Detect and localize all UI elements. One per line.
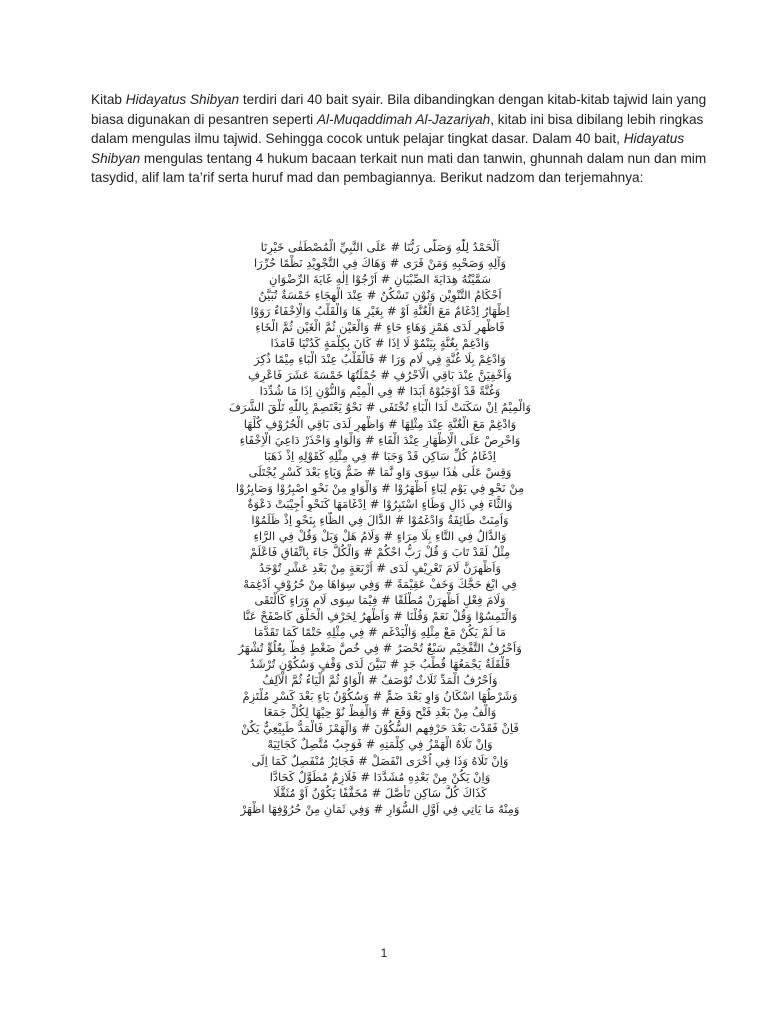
verse-line: اَحْكَامُ التَّنْوِيْنِ وَنُوْنٍ تَسْكُنُ # عِنْدَ الْهِجَاءِ خَمْسَةٌ تُبَيَّنُ [258, 288, 502, 303]
book-title-hidayatus-shibyan: Hidayatus Shibyan [125, 92, 240, 107]
verse-line: سَمَّيْتُهُ هِدَايَةَ الصِّبْيَانِ # اَرْجُوْا اِلٰهِ غَايَةَ الرِّضْوَانِ [269, 272, 491, 287]
verse-line: وَآلِهِ وَصَحْبِهِ وَمَنْ قَرَى # وَهَاكَ فِي التَّجْوِيْدِ نَظْمًا حُرِّرَا [253, 256, 507, 271]
verse-line: وَاَخْفِيَنَّ عِنْدَ بَاقِي الْاَحْرُفِ # جُمْلَتُهَا خَمْسَةَ عَشَرَ فَاعْرِفِ [248, 368, 512, 383]
intro-text-1: Kitab [91, 92, 126, 107]
verse-line: وَاَحْرُفُ الْمَدِّ ثَلَاثٌ تُوْصَفُ # الْوَاوُ ثُمَّ الْيَاءُ ثُمَّ الْاَلِفُ [262, 673, 498, 688]
page-number: 1 [380, 946, 388, 960]
verse-line: وَاَحْرُفُ التَّفْخِيْمِ سَبْعٌ تُحْصَرُ # فِي خُصَّ ضَغْطٍ قِظْ بِعُلُوٍّ تُشْهَرُ [238, 641, 522, 656]
verse-line: وَلَامَ فِعْلٍ اَظْهِرَنْ مُطْلَقًا # فِيْمَا سِوَى لَامٍ وَرَاءٍ كَالْتَقَى [254, 593, 506, 608]
verse-line: فَاظْهِرِ لَدَى هَمْزٍ وَهَاءٍ حَاءٍ # وَالْعَيْنِ ثُمَّ الْغَيْنِ ثُمَّ الْخَاءِ [255, 320, 505, 335]
verse-line: اِدْغَامُ كُلِّ سَاكِنٍ قَدْ وَجَبَا # فِي مِثْلِهِ كَقَوْلِهِ اِذْ ذَهَبَا [264, 448, 496, 463]
verse-line: وَقِسْ عَلَى هٰذَا سِوَى وَاوٍ نَّمَا # ضَمٌّ وَيَاءٍ بَعْدَ كَسْرٍ يُجْتَلَى [248, 464, 512, 479]
verse-line: كَذَاكَ كُلُّ سَاكِنٍ تَأَصَّلَ # مُخَفَّفًا يَكُوْنُ اَوْ مُثَقَّلَا [273, 785, 487, 800]
verse-line: مَا لَمْ يَكُنْ مَعْ مِثْلِهِ وَالْيَدْغَمِ # فِي مِثْلِهِ حَتْمًا كَمَا تَقَدَّمَا [253, 625, 507, 640]
book-title-al-muqaddimah: Al-Muqaddimah Al-Jazariyah [316, 111, 491, 127]
verse-line: فِي ابْغِ حَجَّكَ وَخَفْ عَقِيْمَةً # وَفِي سِوَاهَا مِنْ حُرُوْفٍ اَدْغِمَهْ [243, 576, 517, 591]
verse-line: وَالْمِيْمُ اِنْ سَكَنَتْ لَدَا الْبَاءِ تُخْتَفَى # نَحْوُ يَعْتَصِمْ بِاللّٰهِ تَلْقَ الشَّرَفَ [229, 400, 531, 415]
verse-line: وَاحْرِصْ عَلَى الْاِظْهَارِ عِنْدَ الْفَاءِ # وَالْوَاوِ وَاحْذَرْ دَاعِيَ الْاِخْفَاءِ [239, 432, 521, 447]
verse-line: وَاَمِنَتْ طَائِفَةٌ وَادْغَمُوْا # الدَّالَ فِي الظَّاءِ بِنَحْوِ اِذْ ظَلَمُوْا [251, 512, 509, 527]
verse-line: قَلْقَلَةٌ يَجْمَعُهَا قُطْبُ جَدٍ # تَبَيَّنَ لَدَى وَقْفٍ وَسُكُوْنٍ تُرْشَدُ [249, 657, 511, 672]
intro-text-3: , kitab ini bisa dibilang lebih ringkas dalam mengulas ilmu tajwid. Sehingga cocok untuk pelajar tingkat dasar. Dalam 40 bait, [91, 111, 704, 147]
verse-line: وَادْغِمْ مَعَ الْغُنَّةِ عِنْدَ مِثْلِهَا # وَاظْهِرِ لَدَى بَاقِي الْحُرُوْفِ كُلِّهَا [243, 416, 517, 431]
verse-line: مِنْ نَحْوِ فِي يَوْمٍ لِبَاءٍ اَظْهَرُوْا # وَالْوَاوِ مِنْ نَحْوِ اصْبِرُوْا وَصَابِرُوْا [235, 480, 525, 495]
verse-line: وَاِنْ تَلَاهُ الْهَمْزُ فِي كِلْمَتِهِ # فَوَجِبٌ مُتَّصِلٌ كَجَائِيَهْ [267, 737, 493, 752]
verse-line: وَغُنَّةً قَدْ اَوْجَبُوْهُ اَبَدَا # فِي الْمِيْمِ وَالنُّوْنِ اِذَا مَا شُدِّدَا [259, 384, 501, 399]
verse-line: فَاِنْ فَقَدْتَ بَعْدَ حَرْفِهِمِ السُّكُوْنَ # وَالْهَمْزَ فَالْمَدُّ طَبِيْعِيٌّ يَكُنْ [241, 721, 519, 736]
verse-line: وَاِنْ تَلَاهُ وَذَا فِي اُخْرَى انْفَصَلْ # فَجَائِزٌ مُنْفَصِلٌ كَمَا اِلَى [251, 753, 509, 768]
verse-line: وَمِنْهُ مَا يَاتِي فِي اَوَّلِ السُّوَارِ # وَفِي ثَمَانٍ مِنْ حُرُوْفِهَا اظْهَرْ [240, 801, 520, 816]
verse-line: وَالثَّاءَ فِي ذَالٍ وَظَاءٍ اسْتَبِرُوْا # اِدْغَامَهَا كَنَحْوِ اُجِيْبَتْ دَعْوَةٌ [247, 496, 513, 511]
verse-line: وَادْغِمْ بِلَا غُنَّةٍ فِي لَامٍ وَرَا # فَالْقَلْبُ عِنْدَ الْبَاءِ مِيْمًا ذُكِرَ [254, 352, 506, 367]
intro-paragraph [91, 90, 711, 188]
intro-text-2: terdiri dari 40 bait syair. Bila dibandingkan dengan kitab-kitab tajwid lain yang biasa digunakan di pesantren seperti [91, 92, 707, 127]
verse-list [180, 239, 580, 817]
verse-line: وَالْتَمِسُوْا وَقُلْ نَعَمْ وَقُلْنَا # وَاَظْهِرُ لِحَرْفِ الْحَلْقِ كَاصْفَحْ عَنَّا [242, 609, 518, 624]
verse-line: وَاَظْهِرَنَّ لَامَ تَعْرِيْفٍ لَدَى # اَرْبَعَةٍ مِنْ بَعْدِ عَشْرٍ تُوْجَدُ [258, 560, 502, 575]
verse-line: وَالْفُ مِنْ بَعْدِ فَتْحٍ وَقَعَ # وَالْفِظْ نُوْ حِيْهَا لِكُلٍّ جَمَعَا [263, 705, 497, 720]
intro-text-4: mengulas tentang 4 hukum bacaan terkait nun mati dan tanwin, ghunnah dalam nun dan mim tasydid, alif lam ta’rif serta huruf mad dan pembagiannya. Berikut nadzom dan terjemahnya: [91, 150, 707, 186]
verse-line: مِثْلُ لَقَدْ تَابَ وَ قُلْ رَبُّ احْكُمْ # وَالْكُلُّ جَاءَ بِاتِّفَاقٍ فَاعْلَمْ [249, 544, 511, 559]
book-title-hidayatus-shibyan-2: Hidayatus Shibyan [91, 131, 685, 166]
verse-line: وَشَرْطُهَا اسْكَانُ وَاوٍ بَعْدَ ضَمٍّ # وَسُكُوْنُ يَاءٍ بَعْدَ كَسْرٍ مُلْتَزِمْ [242, 689, 518, 704]
verse-line: وَادْغِمْ بِغُنَّةٍ بِيَنْمُوْ لَا اِذَا # كَانَ بِكِلْمَةٍ كَدُنْيَا قَامَذَا [270, 336, 490, 351]
verse-line: وَالدَّالُ فِي التَّاءِ بِلَا مِرَاءٍ # وَلَامُ هَلْ وَبَلْ وَقُلْ فِي الرَّاءِ [253, 528, 507, 543]
verse-line: وَاِنْ يَكُنْ مِنْ بَعْدِهِ مُشَدَّدَا # فَلَازِمٌ مُطَوَّلٌ كَحَادَّا [269, 769, 491, 784]
verse-line: اِظْهَارُ اِدْغَامٌ مَعَ الْغُنَّةِ اَوْ # بِغَيْرِ هَا وَالْقَلْبُ وَالْاِخْفَاءُ رَوَوْا [250, 304, 510, 319]
verse-line: اَلْحَمْدُ لِلّٰهِ وَصَلَّى رَبُّنَا # عَلَى النَّبِيِّ الْمُصْطَفٰى خَيْرِنَا [260, 240, 500, 254]
